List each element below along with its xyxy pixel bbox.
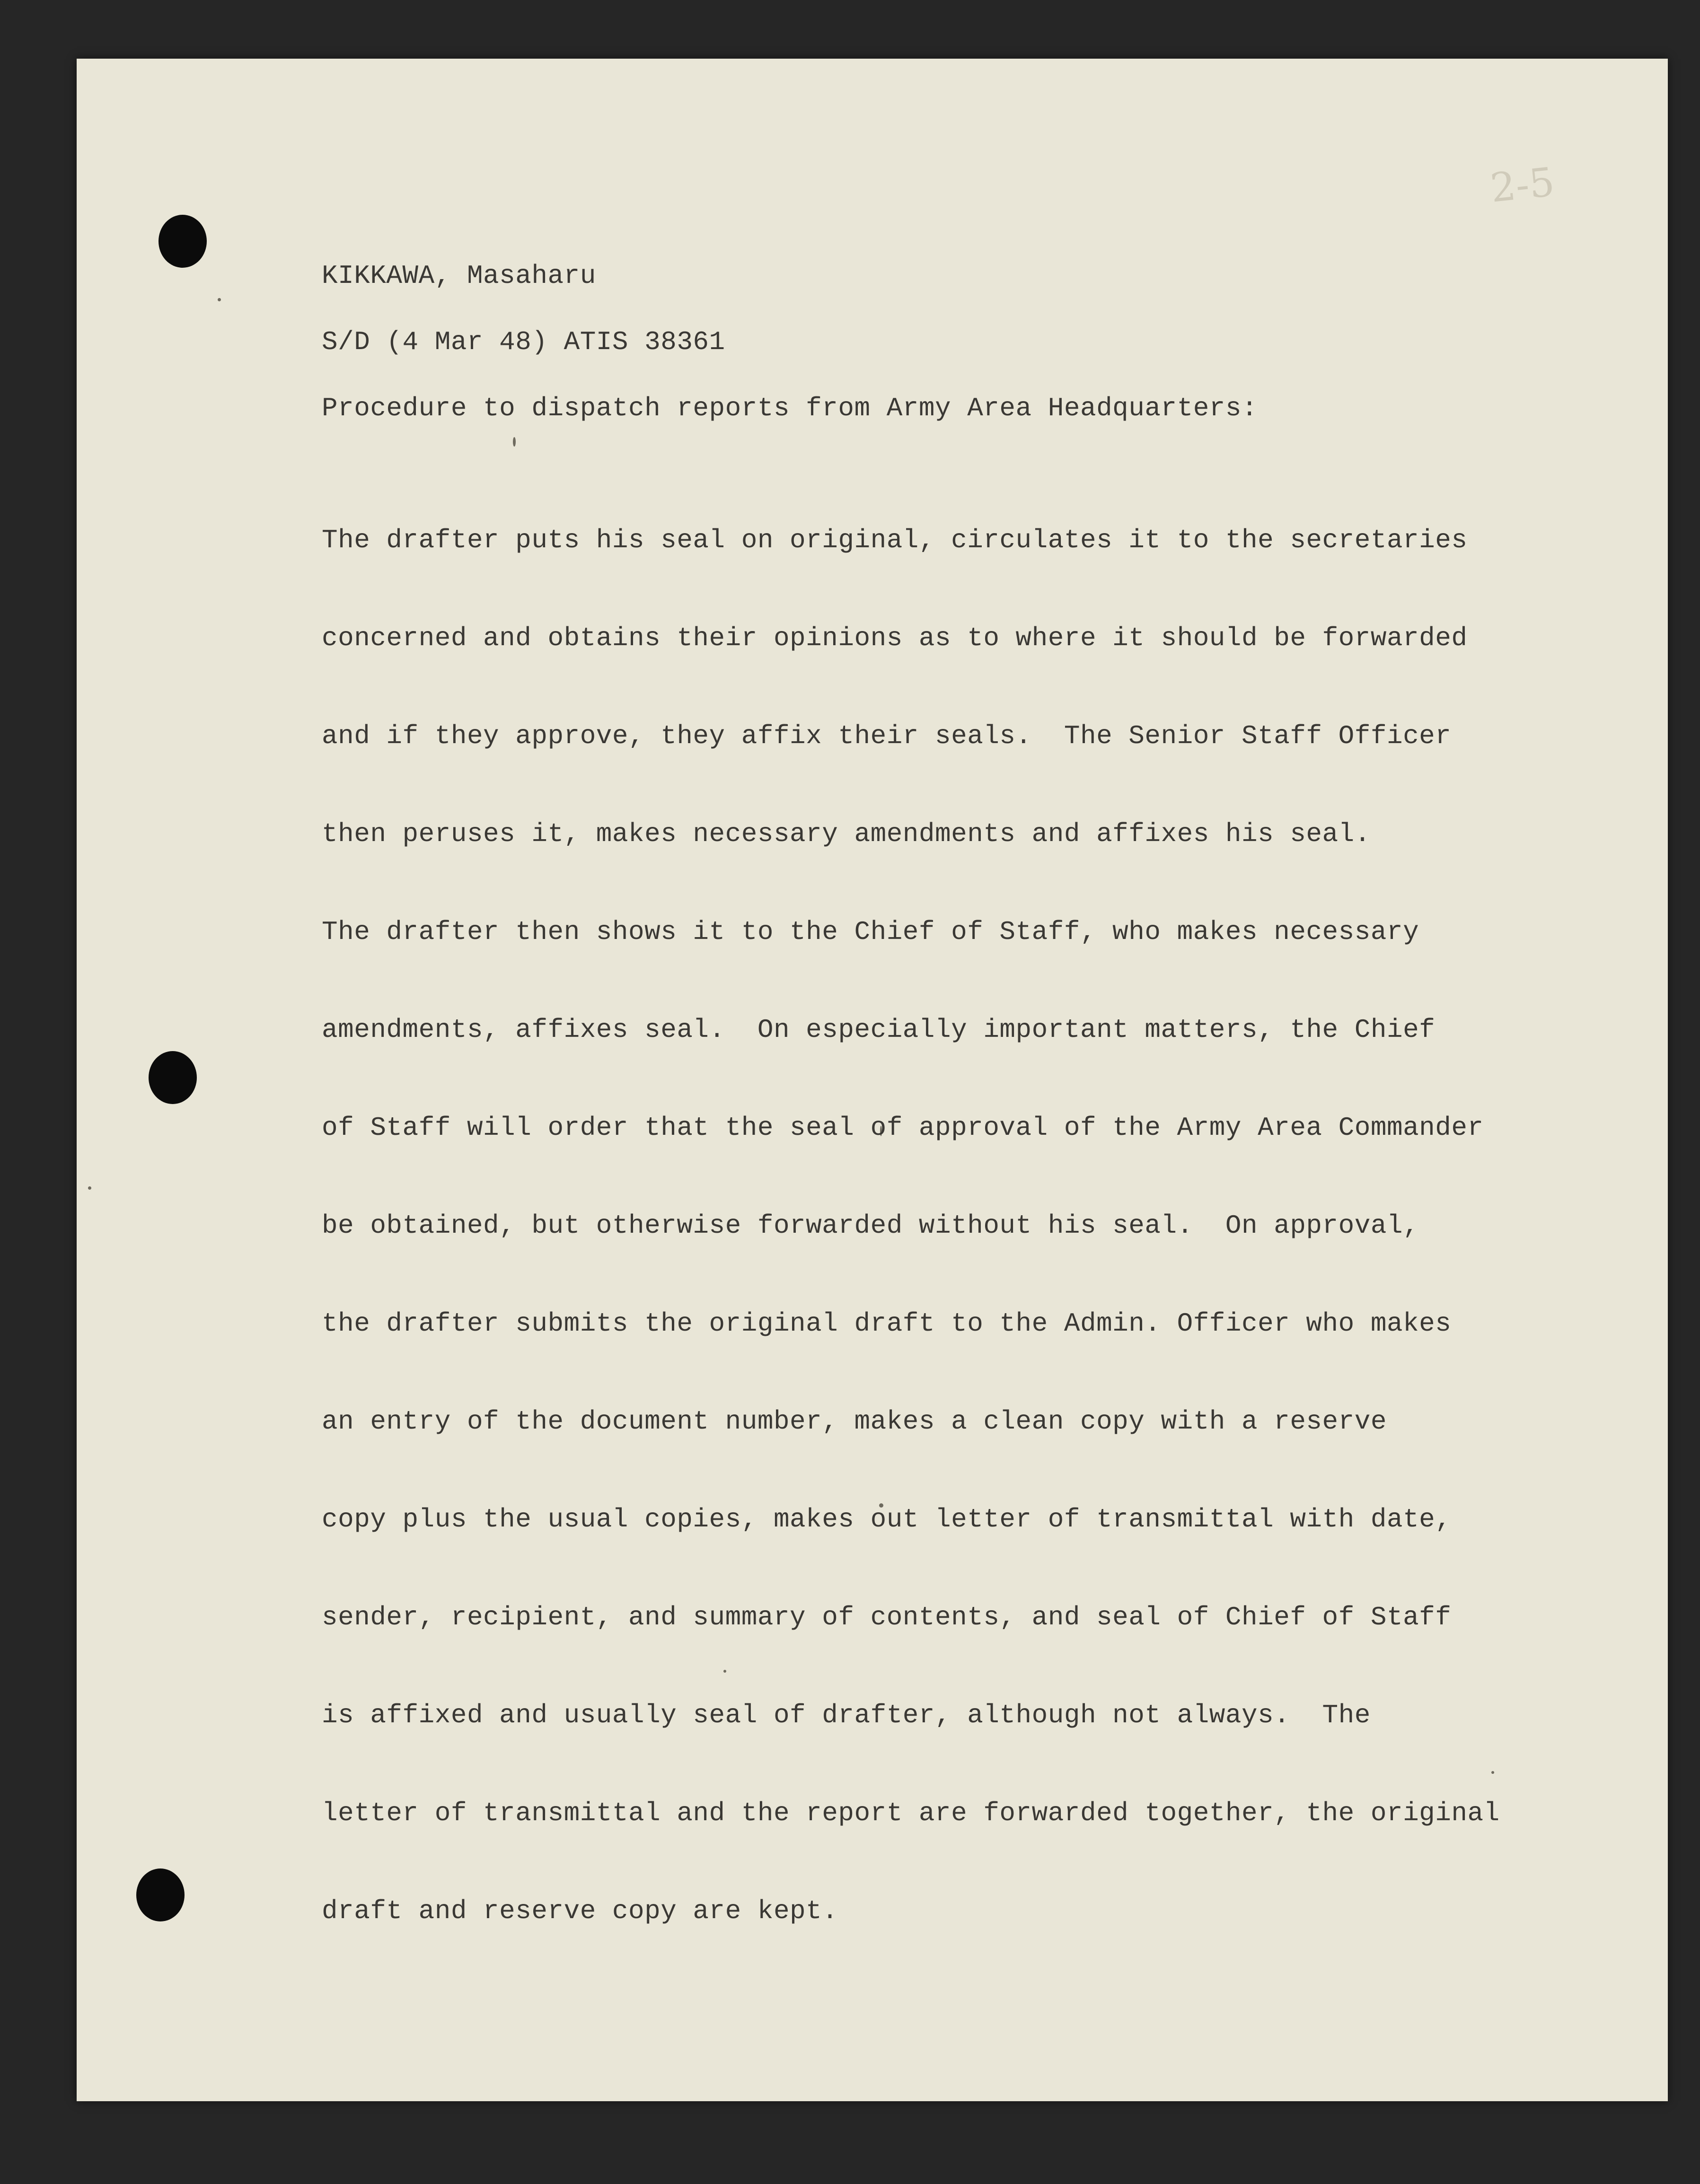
body-line: an entry of the document number, makes a clean copy with a reserve xyxy=(322,1406,1387,1437)
body-line: letter of transmittal and the report are forwarded together, the original xyxy=(322,1798,1500,1828)
body-line: The drafter then shows it to the Chief of Staff, who makes necessary xyxy=(322,917,1419,947)
name-line: KIKKAWA, Masaharu xyxy=(322,261,596,291)
body-line: draft and reserve copy are kept. xyxy=(322,1896,838,1926)
paper-speck xyxy=(88,1186,91,1190)
punch-hole-middle xyxy=(149,1051,197,1104)
body-line: be obtained, but otherwise forwarded without his seal. On approval, xyxy=(322,1210,1419,1241)
body-paragraph xyxy=(322,459,1500,1993)
punch-hole-top xyxy=(159,215,207,268)
body-line: The drafter puts his seal on original, circulates it to the secretaries xyxy=(322,525,1468,555)
body-line: amendments, affixes seal. On especially important matters, the Chief xyxy=(322,1015,1436,1045)
section-heading: Procedure to dispatch reports from Army Area Headquarters: xyxy=(322,393,1258,423)
body-line: then peruses it, makes necessary amendments and affixes his seal. xyxy=(322,819,1371,849)
body-line: and if they approve, they affix their seals. The Senior Staff Officer xyxy=(322,721,1452,751)
body-line: concerned and obtains their opinions as to where it should be forwarded xyxy=(322,623,1468,653)
body-line: of Staff will order that the seal of approval of the Army Area Commander xyxy=(322,1113,1484,1143)
body-line: the drafter submits the original draft to the Admin. Officer who makes xyxy=(322,1308,1452,1339)
punch-hole-bottom xyxy=(136,1868,185,1921)
body-line: is affixed and usually seal of drafter, although not always. The xyxy=(322,1700,1371,1730)
pencil-page-number: 2-5 xyxy=(1488,158,1557,211)
paper-speck xyxy=(218,298,221,301)
body-line: copy plus the usual copies, makes out letter of transmittal with date, xyxy=(322,1504,1452,1535)
body-line: sender, recipient, and summary of contents, and seal of Chief of Staff xyxy=(322,1602,1452,1632)
paper-speck xyxy=(513,437,516,447)
document-page xyxy=(77,59,1668,2101)
reference-line: S/D (4 Mar 48) ATIS 38361 xyxy=(322,327,725,357)
